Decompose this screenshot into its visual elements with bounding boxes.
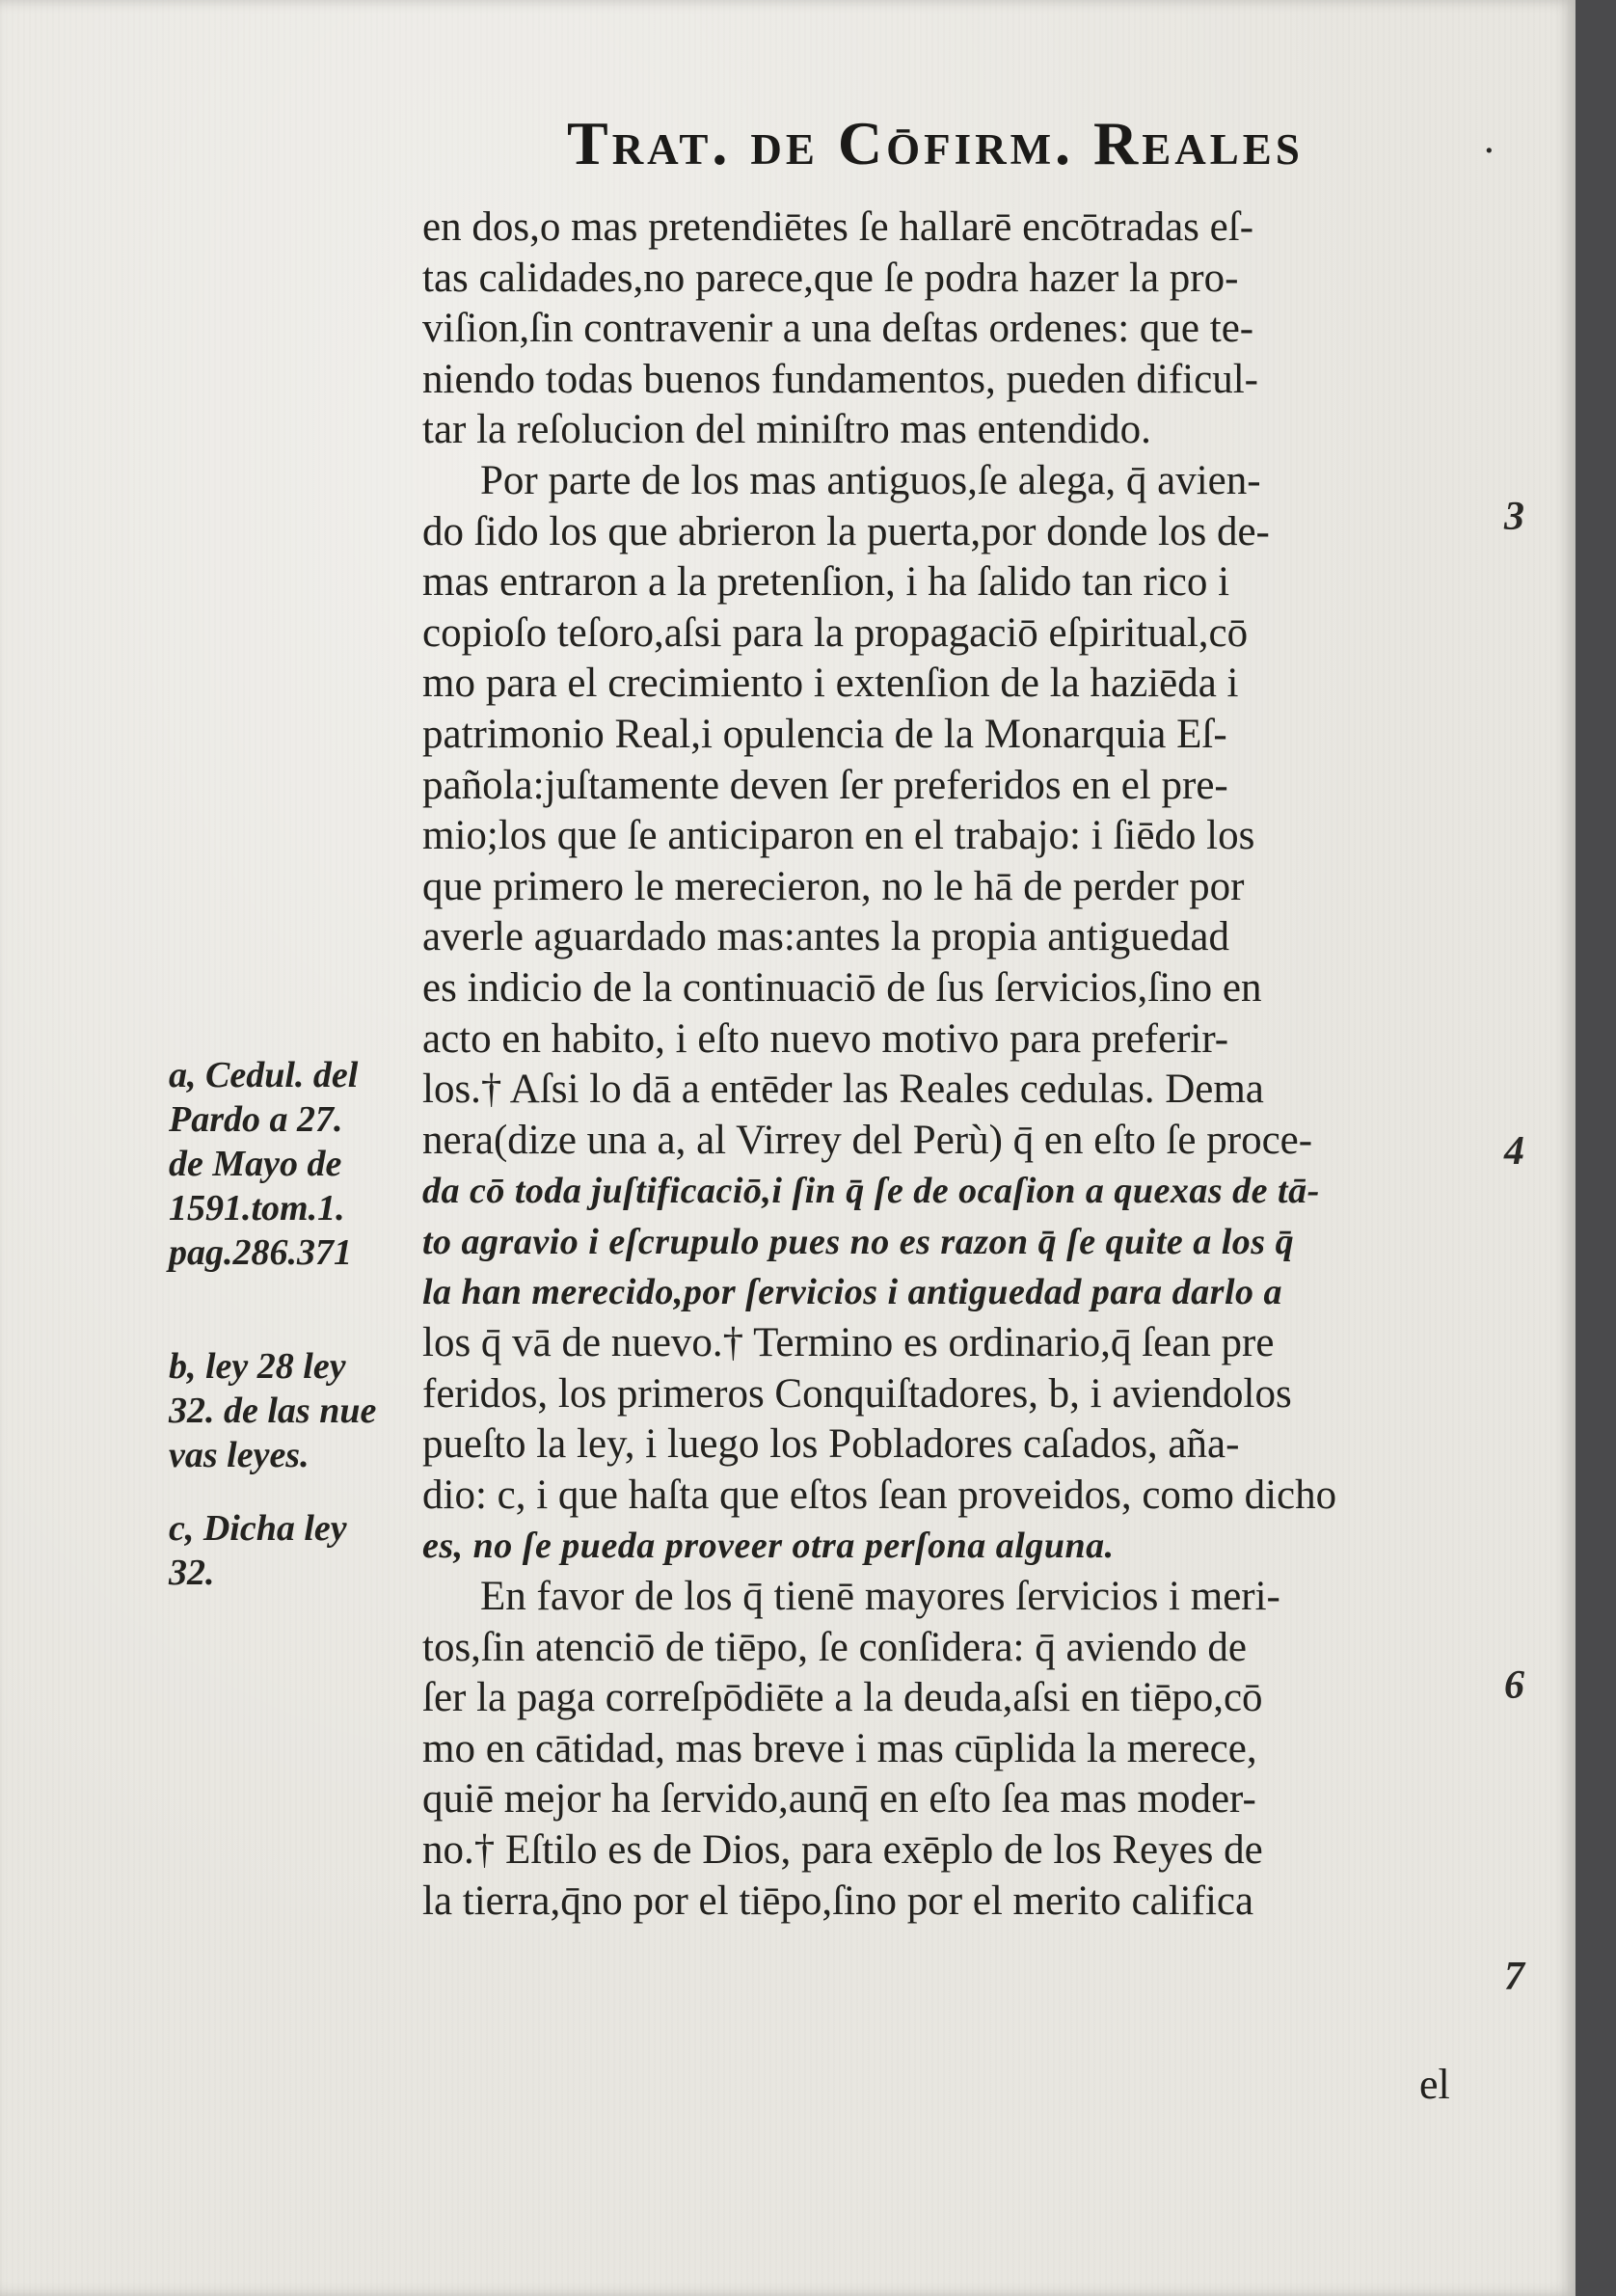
text-line: la tierra,q̄no por el tiēpo,ſino por el merito califica <box>422 1877 1254 1924</box>
text-line: que primero le merecieron, no le hā de perder por <box>422 863 1245 909</box>
text-line: averle aguardado mas:antes la propia antiguedad <box>422 914 1229 960</box>
text-line: En favor de los q̄ tienē mayores ſervicios i meri- <box>480 1574 1280 1620</box>
margin-note-line: de Mayo de <box>169 1144 342 1184</box>
text-line: los.† Aſsi lo dā a entēder las Reales cedulas. Dema <box>422 1067 1264 1113</box>
text-line: da cō toda juſtificaciō,i ſin q̄ ſe de ocaſion a quexas de tā- <box>422 1171 1320 1212</box>
text-line: niendo todas buenos fundamentos, pueden dificul- <box>422 356 1258 402</box>
text-line: es indicio de la continuaciō de ſus ſervicios,ſino en <box>422 964 1262 1011</box>
margin-note-line: pag.286.371 <box>169 1232 352 1273</box>
margin-note-line: vas leyes. <box>169 1435 310 1475</box>
text-line: ſer la paga correſpōdiēte a la deuda,aſsi en tiēpo,cō <box>422 1675 1263 1721</box>
text-line: to agravio i eſcrupulo pues no es razon q̄ ſe quite a los q̄ <box>422 1221 1295 1262</box>
text-line: nera(dize una a, al Virrey del Perù) q̄ en eſto ſe proce- <box>422 1117 1313 1163</box>
margin-note-line: a, Cedul. del <box>169 1055 359 1095</box>
margin-note-line: b, ley 28 ley <box>169 1346 346 1387</box>
margin-note-line: 32. de las nue <box>169 1391 377 1431</box>
margin-note <box>169 1344 376 1477</box>
text-line: tar la reſolucion del miniſtro mas entendido. <box>422 407 1151 453</box>
text-line: no.† Eſtilo es de Dios, para exēplo de los Reyes de <box>422 1827 1263 1873</box>
text-line: Por parte de los mas antiguos,ſe alega, q̄ avien- <box>480 457 1261 503</box>
catchword: el <box>1419 2061 1450 2108</box>
text-line: mo para el crecimiento i extenſion de la haziēda i <box>422 661 1239 707</box>
text-line: en dos,o mas pretendiētes ſe hallarē encōtradas eſ- <box>422 204 1254 250</box>
text-line: copioſo teſoro,aſsi para la propagaciō eſpiritual,cō <box>422 609 1249 656</box>
header-mark: · <box>1483 129 1495 174</box>
text-line: mas entraron a la pretenſion, i ha ſalido tan rico i <box>422 559 1230 606</box>
text-line: quiē mejor ha ſervido,aunq̄ en eſto ſea mas moder- <box>422 1776 1256 1823</box>
text-line: pueſto la ley, i luego los Pobladores caſados, aña- <box>422 1421 1240 1468</box>
paragraph-number-7: 7 <box>1504 1955 1524 1999</box>
text-line: viſion,ſin contravenir a una deſtas ordenes: que te- <box>422 306 1254 352</box>
main-text-column <box>422 203 1473 1927</box>
margin-note-line: 1591.tom.1. <box>169 1188 345 1229</box>
text-line: tos,ſin atenciō de tiēpo, ſe conſidera: q̄ aviendo de <box>422 1624 1247 1670</box>
margin-note-line: Pardo a 27. <box>169 1099 343 1140</box>
text-line: dio: c, i que haſta que eſtos ſean proveidos, como dicho <box>422 1472 1337 1518</box>
paragraph-number-3: 3 <box>1504 495 1524 539</box>
page-header <box>0 108 1576 185</box>
margin-note-line: c, Dicha ley <box>169 1508 347 1549</box>
margin-note-line: 32. <box>169 1553 215 1593</box>
text-line: acto en habito, i eſto nuevo motivo para preferir- <box>422 1015 1229 1062</box>
text-line: la han merecido,por ſervicios i antiguedad para darlo a <box>422 1272 1282 1313</box>
text-line: es, no ſe pueda proveer otra perſona alguna. <box>422 1526 1115 1567</box>
text-line: tas calidades,no parece,que ſe podra hazer la pro- <box>422 255 1239 301</box>
text-line: mo en cātidad, mas breve i mas cūplida la merece, <box>422 1725 1257 1771</box>
running-head: Trat. de Cōfirm. Reales <box>567 109 1304 177</box>
text-line: feridos, los primeros Conquiſtadores, b, i aviendolos <box>422 1370 1292 1417</box>
text-line: do ſido los que abrieron la puerta,por donde los de- <box>422 508 1270 554</box>
text-line: mio;los que ſe anticiparon en el trabajo: i ſiēdo los <box>422 813 1255 859</box>
text-line: patrimonio Real,i opulencia de la Monarquia Eſ- <box>422 711 1227 757</box>
text-line: los q̄ vā de nuevo.† Termino es ordinario,q̄ ſean pre <box>422 1320 1275 1366</box>
text-line: pañola:juſtamente deven ſer preferidos en el pre- <box>422 762 1228 808</box>
margin-note <box>169 1506 347 1595</box>
margin-note <box>169 1053 358 1275</box>
paragraph-number-6: 6 <box>1504 1663 1524 1708</box>
paragraph-number-4: 4 <box>1504 1129 1524 1174</box>
